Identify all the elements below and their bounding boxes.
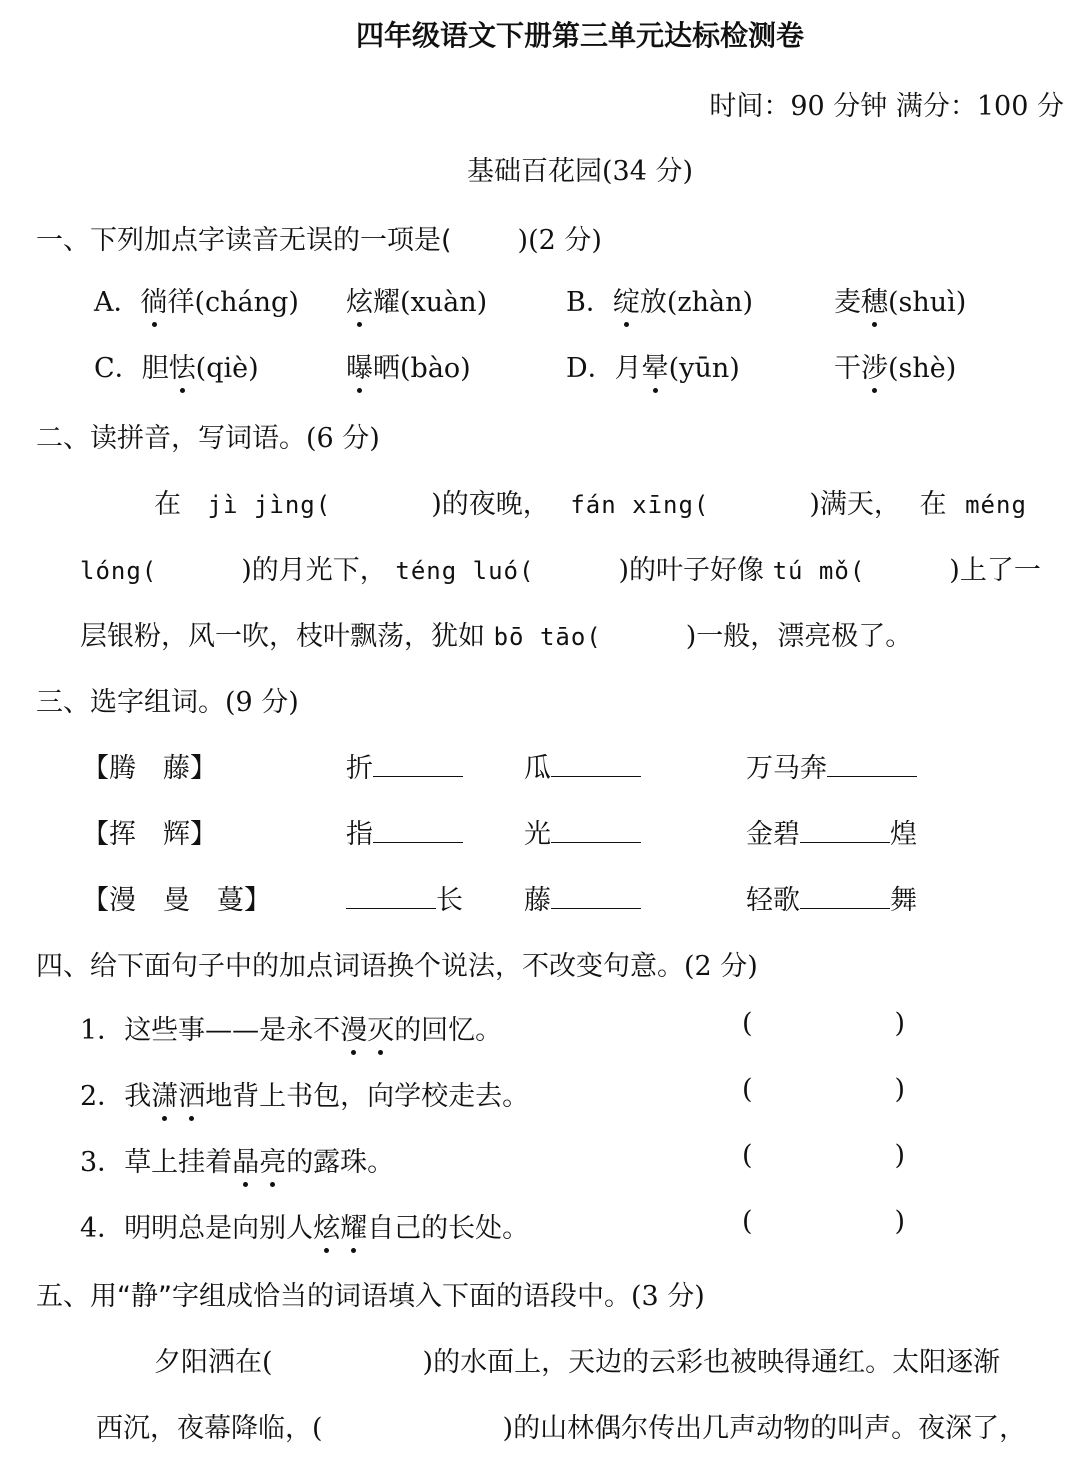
- q5-line-2: 西沉，夜幕降临，( )的山林偶尔传出几声动物的叫声。夜深了，: [96, 1413, 1027, 1444]
- q3-word: 指: [346, 812, 463, 851]
- q1-option-b2: 麦穗(shuì): [834, 287, 967, 318]
- q3-group-2: 【挥 辉】: [82, 819, 217, 850]
- q5-title: 五、用“静”字组成恰当的词语填入下面的语段中。(3 分): [36, 1281, 705, 1312]
- q4-answer-paren[interactable]: ( ): [742, 1008, 906, 1039]
- q1-option-c1: C．胆怯(qiè): [94, 353, 259, 384]
- answer-blank[interactable]: [373, 818, 463, 843]
- answer-blank[interactable]: [551, 818, 641, 843]
- q3-word: 轻歌 舞: [746, 885, 917, 916]
- q3-word: 万马奔: [746, 746, 917, 785]
- q4-item-2: 2．我潇洒地背上书包，向学校走去。: [80, 1081, 530, 1112]
- answer-blank[interactable]: [800, 884, 890, 909]
- q3-word: 金碧 煌: [746, 819, 917, 850]
- q3-word: 光: [524, 812, 641, 851]
- q4-answer-paren[interactable]: ( ): [742, 1140, 906, 1171]
- q2-line-3: 层银粉，风一吹，枝叶飘荡，犹如 bō tāo( )一般，漂亮极了。: [80, 621, 913, 652]
- q4-title: 四、给下面句子中的加点词语换个说法，不改变句意。(2 分): [36, 951, 758, 982]
- answer-blank[interactable]: [551, 884, 641, 909]
- q4-item-1: 1．这些事——是永不漫灭的回忆。: [80, 1015, 503, 1046]
- q4-item-3: 3．草上挂着晶亮的露珠。: [80, 1147, 395, 1178]
- q4-answer-paren[interactable]: ( ): [742, 1206, 906, 1237]
- page-title: 四年级语文下册第三单元达标检测卷: [355, 19, 804, 52]
- q3-word: 长: [346, 878, 463, 917]
- q1-option-c2: 曝晒(bào): [346, 353, 471, 384]
- q3-word: 折: [346, 746, 463, 785]
- q1-option-a2: 炫耀(xuàn): [346, 287, 488, 318]
- answer-blank[interactable]: [373, 752, 463, 777]
- q2-title: 二、读拼音，写词语。(6 分): [36, 423, 380, 454]
- q2-line-2: lóng( )的月光下， téng luó( )的叶子好像 tú mǒ( )上了一: [80, 555, 1041, 586]
- q1-option-d2: 干涉(shè): [834, 353, 957, 384]
- answer-blank[interactable]: [346, 884, 436, 909]
- answer-blank[interactable]: [827, 752, 917, 777]
- answer-blank[interactable]: [800, 818, 890, 843]
- q1-option-b1: B．绽放(zhàn): [566, 287, 754, 318]
- q3-title: 三、选字组词。(9 分): [36, 687, 299, 718]
- q3-word: 瓜: [524, 746, 641, 785]
- q1-option-a1: A．徜徉(cháng): [94, 287, 299, 318]
- q3-group-3: 【漫 曼 蔓】: [82, 885, 271, 916]
- q5-line-1: 夕阳洒在( )的水面上，天边的云彩也被映得通红。太阳逐渐: [154, 1347, 1001, 1378]
- q1-option-d1: D．月晕(yūn): [566, 353, 740, 384]
- q4-answer-paren[interactable]: ( ): [742, 1074, 906, 1105]
- q2-line-1: 在 jì jìng( )的夜晚， fán xīng( )满天， 在 méng: [154, 489, 1027, 520]
- q4-item-4: 4．明明总是向别人炫耀自己的长处。: [80, 1213, 530, 1244]
- q3-group-1: 【腾 藤】: [82, 753, 217, 784]
- q3-word: 藤: [524, 878, 641, 917]
- q1-title: 一、下列加点字读音无误的一项是( )(2 分): [36, 225, 602, 256]
- answer-blank[interactable]: [551, 752, 641, 777]
- exam-meta: 时间：90 分钟 满分：100 分: [709, 91, 1064, 122]
- section-title: 基础百花园(34 分): [466, 156, 693, 187]
